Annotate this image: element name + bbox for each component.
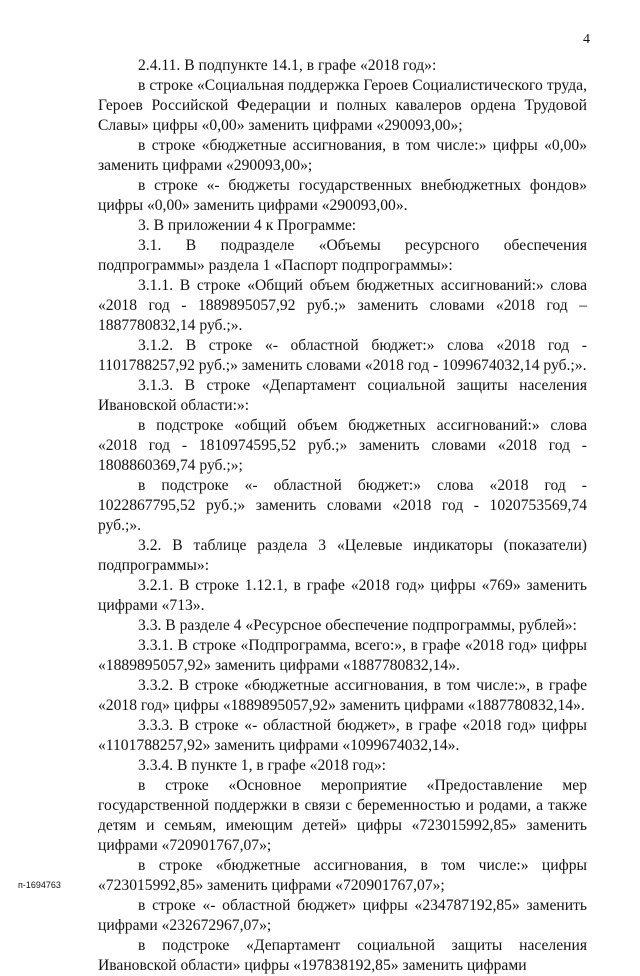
- paragraph-3-1-1: 3.1.1. В строке «Общий объем бюджетных ассигнований:» слова «2018 год - 1889895057,92 руб.;» заменить словами «2018 год – 1887780832,14 руб.;».: [98, 277, 587, 334]
- paragraph-3-3-3: 3.3.3. В строке «- областной бюджет», в графе «2018 год» цифры «1101788257,92» заменить цифрами «1099674032,14».: [98, 717, 587, 754]
- paragraph-2-4-11: 2.4.11. В подпункте 14.1, в графе «2018 год»:: [138, 57, 437, 74]
- document-body: [98, 56, 587, 976]
- paragraph-3-1: 3.1. В подразделе «Объемы ресурсного обеспечения подпрограммы» раздела 1 «Паспорт подпрограммы»:: [98, 237, 587, 274]
- paragraph-activity-allocations-row: в строке «бюджетные ассигнования, в том числе:» цифры «723015992,85» заменить цифрами «720901767,07»;: [98, 857, 587, 894]
- paragraph-3: 3. В приложении 4 к Программе:: [138, 217, 357, 234]
- paragraph-3-1-2: 3.1.2. В строке «- областной бюджет:» слова «2018 год - 1101788257,92 руб.;» заменить словами «2018 год - 1099674032,14 руб.;».: [98, 337, 587, 374]
- paragraph-3-3-1: 3.3.1. В строке «Подпрограмма, всего:», в графе «2018 год» цифры «1889895057,92» заменить цифрами «1887780832,14».: [98, 637, 587, 674]
- paragraph-3-2: 3.2. В таблице раздела 3 «Целевые индикаторы (показатели) подпрограммы»:: [98, 537, 587, 574]
- paragraph-department-subrow: в подстроке «Департамент социальной защиты населения Ивановской области» цифры «197838192,85» заменить цифрами: [98, 937, 587, 974]
- paragraph-regional-budget-subrow: в подстроке «- областной бюджет:» слова «2018 год - 1022867795,52 руб.;» заменить словами «2018 год - 1020753569,74 руб.;».: [98, 477, 587, 534]
- paragraph-heroes-row: в строке «Социальная поддержка Героев Социалистического труда, Героев Российской Федерации и полных кавалеров ордена Трудовой Славы» цифры «0,00» заменить цифрами «290093,00»;: [98, 77, 587, 134]
- paragraph-total-allocations-subrow: в подстроке «общий объем бюджетных ассигнований:» слова «2018 год - 1810974595,52 руб.;» заменить словами «2018 год - 1808860369,74 руб.;»;: [98, 417, 587, 474]
- page-number: 4: [583, 32, 590, 47]
- paragraph-3-2-1: 3.2.1. В строке 1.12.1, в графе «2018 год» цифры «769» заменить цифрами «713».: [98, 577, 587, 614]
- paragraph-3-3: 3.3. В разделе 4 «Ресурсное обеспечение подпрограммы, рублей»:: [138, 617, 577, 634]
- paragraph-budget-allocations-row: в строке «бюджетные ассигнования, в том числе:» цифры «0,00» заменить цифрами «290093,00»;: [98, 137, 587, 174]
- paragraph-main-activity-row: в строке «Основное мероприятие «Предоставление мер государственной поддержки в связи с беременностью и родами, а также детям и семьям, имеющим детей» цифры «723015992,85» заменить цифрами «720901767,07»;: [98, 777, 587, 854]
- paragraph-3-3-4: 3.3.4. В пункте 1, в графе «2018 год»:: [138, 757, 386, 774]
- paragraph-3-1-3: 3.1.3. В строке «Департамент социальной защиты населения Ивановской области:»:: [98, 377, 587, 414]
- paragraph-activity-regional-budget-row: в строке «- областной бюджет» цифры «234787192,85» заменить цифрами «232672967,07»;: [98, 897, 587, 934]
- paragraph-extrabudgetary-funds-row: в строке «- бюджеты государственных внебюджетных фондов» цифры «0,00» заменить цифрами «290093,00».: [98, 177, 587, 214]
- document-code: п-1694763: [18, 880, 61, 890]
- paragraph-3-3-2: 3.3.2. В строке «бюджетные ассигнования, в том числе:», в графе «2018 год» цифры «1889895057,92» заменить цифрами «1887780832,14».: [98, 677, 587, 714]
